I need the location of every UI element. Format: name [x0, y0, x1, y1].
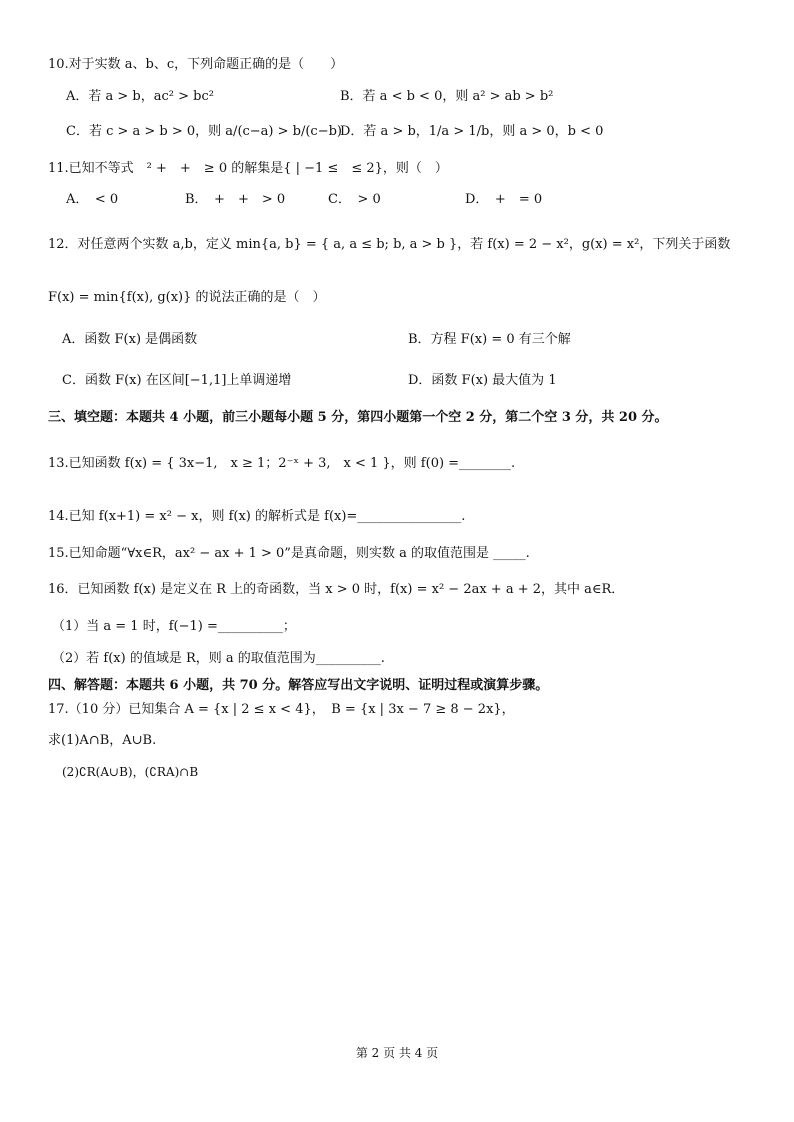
q11-option-d: D． + = 0 — [465, 192, 543, 207]
q10-option-b: B．若 a < b < 0，则 a² > ab > b² — [340, 89, 554, 104]
q10-option-c: C．若 c > a > b > 0，则 a/(c−a) > b/(c−b) — [66, 124, 343, 139]
page-footer: 第 2 页 共 4 页 — [355, 1046, 439, 1060]
q16-part1: （1）当 a = 1 时，f(−1) =__________； — [52, 619, 296, 634]
q16-stem: 16．已知函数 f(x) 是定义在 R 上的奇函数，当 x > 0 时，f(x) = x² − 2ax + a + 2，其中 a∈R． — [48, 582, 625, 597]
q11-option-a: A． < 0 — [66, 192, 119, 207]
q12-option-a: A．函数 F(x) 是偶函数 — [62, 332, 198, 347]
q10-stem: 10.对于实数 a、b、c，下列命题正确的是（ ） — [48, 57, 344, 72]
q13: 13.已知函数 f(x) = { 3x−1, x ≥ 1；2⁻ˣ + 3, x < 1 }，则 f(0) =________. — [48, 456, 516, 471]
q10-option-a: A．若 a > b，ac² > bc² — [66, 89, 214, 104]
q15: 15.已知命题“∀x∈R，ax² − ax + 1 > 0”是真命题，则实数 a 的取值范围是 _____. — [48, 546, 530, 561]
q17-part2: (2)∁R(A∪B)，(∁RA)∩B — [62, 765, 199, 779]
q12-stem-continued: F(x) = min{f(x), g(x)} 的说法正确的是（ ） — [48, 290, 326, 305]
q17-stem: 17.（10 分）已知集合 A = {x | 2 ≤ x < 4}， B = {x | 3x − 7 ≥ 8 − 2x}， — [48, 702, 515, 717]
q17-part1: 求(1)A∩B，A∪B. — [48, 733, 157, 748]
section-fill-in-heading: 三、填空题：本题共 4 小题，前三小题每小题 5 分，第四小题第一个空 2 分，第二个空 3 分，共 20 分。 — [48, 410, 668, 425]
q11-stem: 11.已知不等式 ² + + ≥ 0 的解集是{ | −1 ≤ ≤ 2}，则（ ） — [48, 161, 448, 176]
q16-part2: （2）若 f(x) 的值域是 R，则 a 的取值范围为__________. — [52, 651, 385, 666]
q12-option-b: B．方程 F(x) = 0 有三个解 — [408, 332, 571, 347]
q10-option-d: D．若 a > b，1/a > 1/b，则 a > 0，b < 0 — [340, 124, 604, 139]
section-answer-heading: 四、解答题：本题共 6 小题，共 70 分。解答应写出文字说明、证明过程或演算步骤。 — [48, 678, 549, 693]
q11-option-c: C． > 0 — [328, 192, 381, 207]
q14: 14.已知 f(x+1) = x² − x，则 f(x) 的解析式是 f(x)=________________. — [48, 509, 466, 524]
q12-option-d: D．函数 F(x) 最大值为 1 — [408, 373, 557, 388]
q12-stem: 12．对任意两个实数 a,b，定义 min{a, b} = { a, a ≤ b; b, a > b }，若 f(x) = 2 − x²，g(x) = x²，下列关于函数 — [48, 237, 731, 252]
q12-option-c: C．函数 F(x) 在区间[−1,1]上单调递增 — [62, 373, 292, 388]
q11-option-b: B． + + > 0 — [185, 192, 286, 207]
